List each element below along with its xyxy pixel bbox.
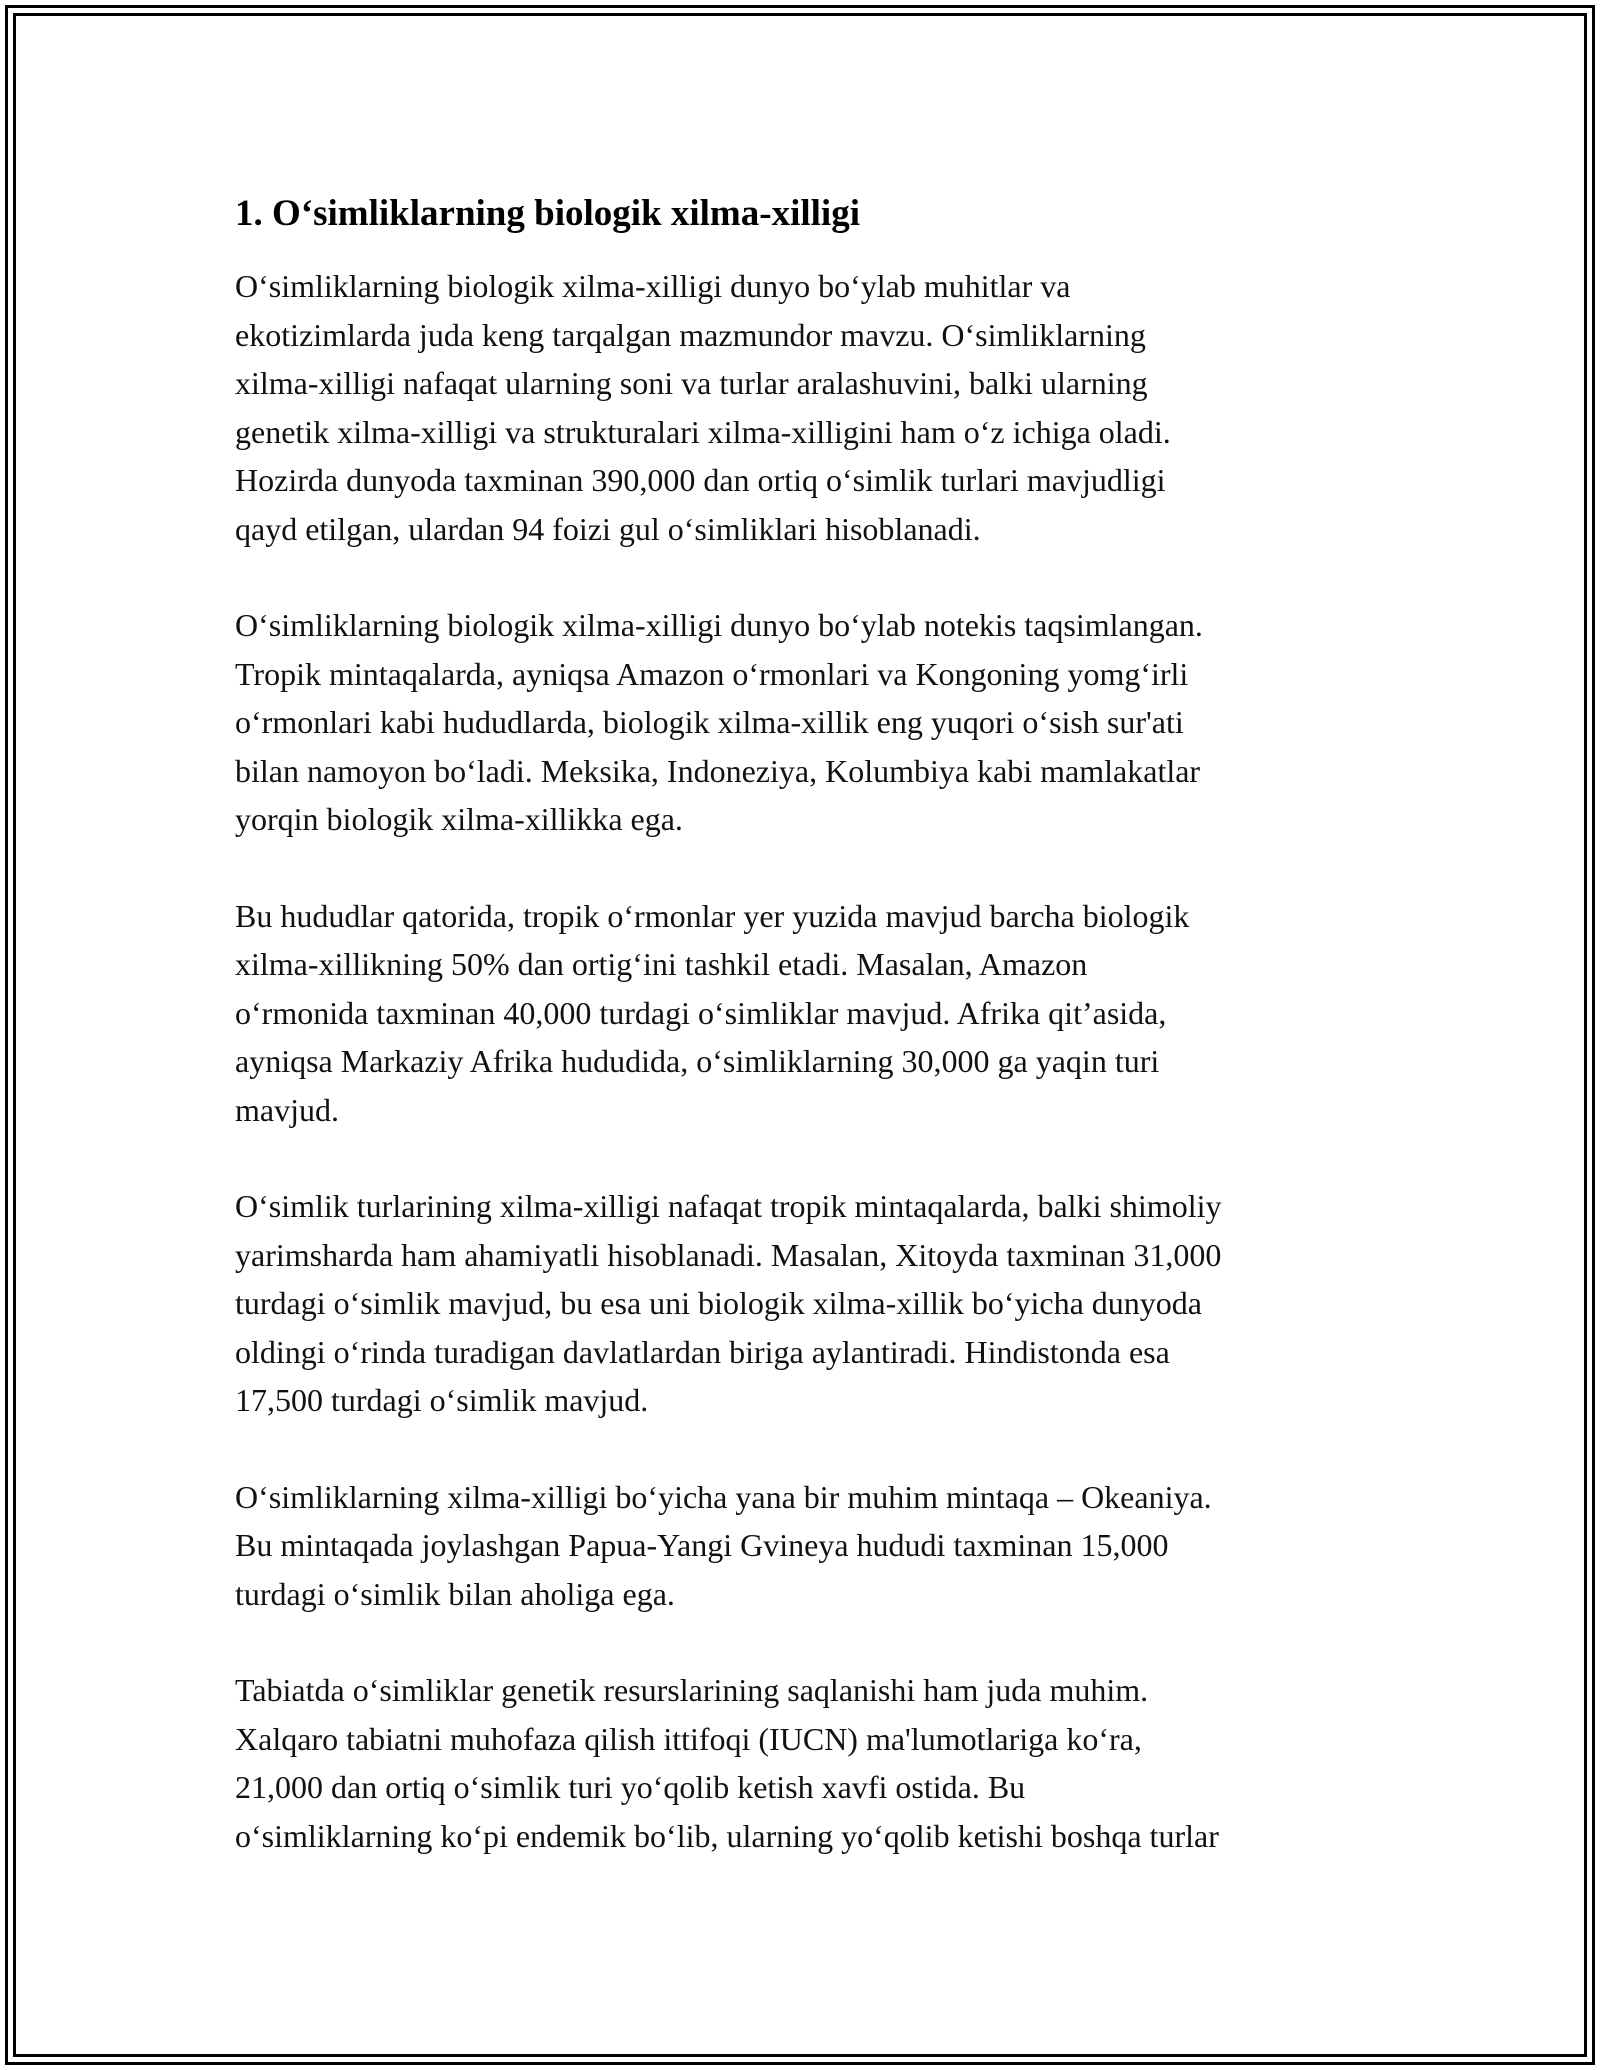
document-body bbox=[235, 186, 1375, 1908]
paragraph-4: O‘simlik turlarining xilma-xilligi nafaqat tropik mintaqalarda, balki shimoliy yarimsharda ham ahamiyatli hisoblanadi. Masalan, Xitoyda taxminan 31,000 turdagi o‘simlik mavjud, bu esa uni biologik xilma-xillik bo‘yicha dunyoda oldingi o‘rinda turadigan davlatlardan biriga aylantiradi. Hindistonda esa 17,500 turdagi o‘simlik mavjud. bbox=[235, 1188, 1222, 1418]
paragraph-5: O‘simliklarning xilma-xilligi bo‘yicha yana bir muhim mintaqa – Okeaniya. Bu mintaqada joylashgan Papua-Yangi Gvineya hududi taxminan 15,000 turdagi o‘simlik bilan aholiga ega. bbox=[235, 1478, 1212, 1612]
page-title: 1. O‘simliklarning biologik xilma-xilligi bbox=[235, 193, 860, 234]
paragraph-3: Bu hududlar qatorida, tropik o‘rmonlar yer yuzida mavjud barcha biologik xilma-xillikning 50% dan ortig‘ini tashkil etadi. Masalan, Amazon o‘rmonida taxminan 40,000 turdagi o‘simliklar mavjud. Afrika qit’asida, ayniqsa Markaziy Afrika hududida, o‘simliklarning 30,000 ga yaqin turi mavjud. bbox=[235, 897, 1190, 1128]
paragraph-1: O‘simliklarning biologik xilma-xilligi dunyo bo‘ylab muhitlar va ekotizimlarda juda keng tarqalgan mazmundor mavzu. O‘simliklarning xilma-xilligi nafaqat ularning soni va turlar aralashuvini, balki ularning genetik xilma-xilligi va strukturalari xilma-xilligini ham o‘z ichiga oladi. Hozirda dunyoda taxminan 390,000 dan ortiq o‘simlik turlari mavjudligi qayd etilgan, ulardan 94 foizi gul o‘simliklari hisoblanadi. bbox=[235, 268, 1171, 547]
paragraph-2: O‘simliklarning biologik xilma-xilligi dunyo bo‘ylab notekis taqsimlangan. Tropik mintaqalarda, ayniqsa Amazon o‘rmonlari va Kongoning yomg‘irli o‘rmonlari kabi hududlarda, biologik xilma-xillik eng yuqori o‘sish sur'ati bilan namoyon bo‘ladi. Meksika, Indoneziya, Kolumbiya kabi mamlakatlar yorqin biologik xilma-xillikka ega. bbox=[235, 607, 1203, 837]
paragraph-6: Tabiatda o‘simliklar genetik resurslarining saqlanishi ham juda muhim. Xalqaro tabiatni muhofaza qilish ittifoqi (IUCN) ma'lumotlariga ko‘ra, 21,000 dan ortiq o‘simlik turi yo‘qolib ketish xavfi ostida. Bu o‘simliklarning ko‘pi endemik bo‘lib, ularning yo‘qolib ketishi boshqa turlar bbox=[235, 1672, 1219, 1854]
